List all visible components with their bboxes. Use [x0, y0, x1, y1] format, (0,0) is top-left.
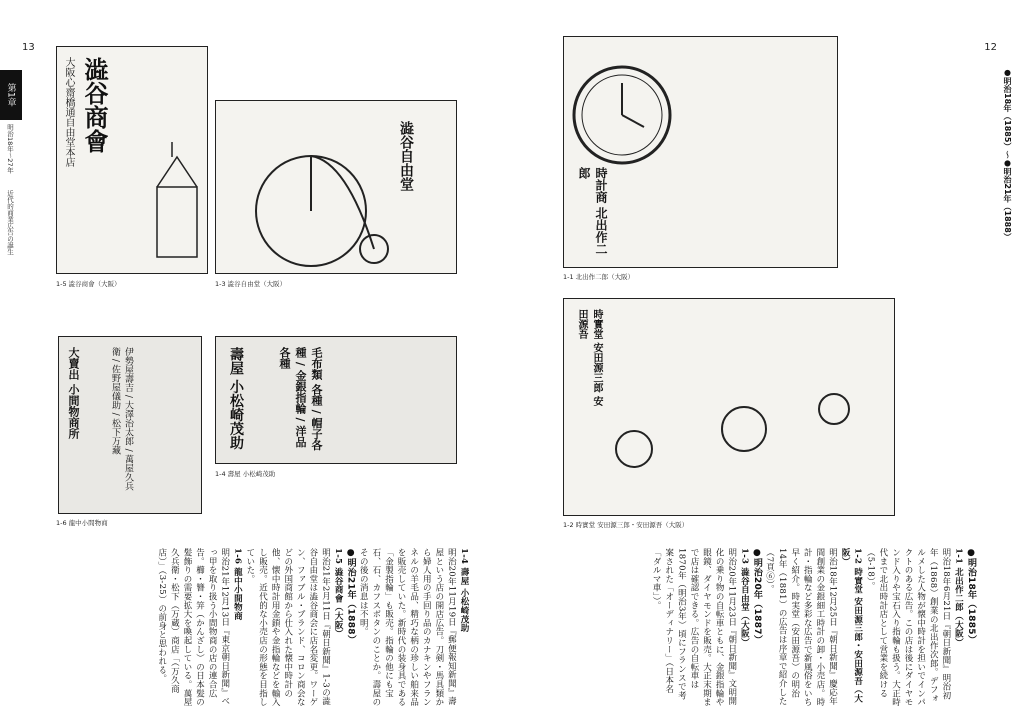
figure-1-1-title: 時計商 北出作二郎	[577, 167, 608, 256]
caption-1-1: 1-1 北出作二郎（大阪）	[563, 273, 635, 281]
caption-1-3: 1-3 澁谷自由堂（大阪）	[215, 280, 287, 288]
chapter-tab: 第1章	[0, 70, 22, 120]
page-number-right: 12	[984, 42, 997, 53]
page-number-left: 13	[22, 42, 35, 53]
figure-1-4-title: 壽屋 小松崎茂助	[228, 347, 244, 450]
caption-1-2: 1-2 時實堂 安田源三郎・安田源吾（大阪）	[563, 521, 689, 529]
figure-1-2-illustration	[564, 299, 894, 515]
entry-1-3-heading: 1-3 澁谷自由堂（大阪）	[739, 548, 750, 647]
figure-1-1	[563, 36, 838, 268]
figure-1-5-subtitle: 大阪心齋橋通自由堂本店	[63, 57, 74, 167]
figure-1-2-title: 時實堂 安田源三郎 安田源吾	[576, 309, 602, 406]
figure-1-2	[563, 298, 895, 516]
figure-1-3-title: 澁谷自由堂	[398, 121, 414, 191]
entry-1-6-body: 明治21年12月13日『東京朝日新聞』べっ甲を取り扱う小間物商の店の連合広告。櫛・簪・笄（かんざし）の日本髪の髪飾りの需要拡大を喚起している。萬屋久兵衛・松下（万蔵）商店「（万久商店）」（3-25）の前身と思われる。	[156, 548, 230, 707]
entry-1-1-heading: 1-1 北出作二郎（大阪）	[953, 548, 964, 647]
figure-1-5	[56, 46, 208, 274]
figure-1-6-title: 大賣出 小間物商所	[67, 347, 80, 439]
entry-1-5-body: 明治21年2月11日『朝日新聞』1-3の澁谷自由堂は澁谷商会に店名変更。ワーゲン、ファブル・ブランド、コロン商会などの外国商館から仕入れた懐中時計の他、懐中時計用金鎖や金指輪などを輸入し販売。近代的な小売店の形態を目指していた。	[244, 548, 331, 707]
era-heading-1885: ●明治18年（1885）	[966, 548, 976, 645]
entry-1-4-body: 明治20年11月19日『郵便報知新聞』壽屋という店の開店広告。刀剣・馬具類から婦人用の手回り品のカナキンやフランネルの羊毛品、精巧な柄の珍しい舶来品を販売していた。新時代の装身具である「金製指輪」も販売。指輪の他にも宝石、石、カフスボタンのことか。壽屋のその後の消息は不明。	[358, 548, 457, 707]
left-body-text	[40, 548, 470, 708]
theme-label: 近代的商業広告の誕生	[6, 190, 14, 255]
entry-1-1-body: 明治18年6月21日『朝日新聞』明治初年（1868）創業の北出作次郎。デフォルメした人物が懐中時計を担いでインパクトのある広告。この店は後にダイヤモンド入りや宝石入り指輪も扱う。大正時代まで北出時計店として営業を続ける（5-18）。	[865, 548, 951, 707]
caption-1-5: 1-5 澁谷商會（大阪）	[56, 280, 121, 288]
entry-1-4-heading: 1-4 壽屋 小松崎茂助	[459, 548, 469, 633]
era-heading-1888: ●明治21年（1888）	[345, 548, 356, 645]
entry-1-5-heading: 1-5 澁谷商會（大阪）	[333, 548, 344, 638]
era-heading-1887: ●明治20年（1887）	[751, 548, 762, 645]
figure-1-5-illustration	[57, 47, 207, 273]
figure-1-3	[215, 100, 457, 274]
figure-1-6-names: 伊勢屋壽吉 / 大澤治太郎 / 萬屋久兵衛 / 佐野屋儀助 / 松下万藏	[110, 347, 133, 491]
caption-1-4: 1-4 壽屋 小松崎茂助	[215, 470, 276, 478]
right-body-text	[565, 548, 977, 708]
era-label-right: ●明治18年（1885）〜●明治21年（1888）	[1003, 68, 1012, 241]
entry-1-3-body: 明治20年11月23日『朝日新聞』文明開化の乗り物の自転車ともに、金銀指輪や眼鏡、ダイヤモンドを販売。大正末期まで店は確認できる。広告の自転車は1870年（明治3年）頃にフランスで考案された「オーディナリー」（日本名「ダルマ車」）。	[651, 548, 737, 707]
entry-1-6-heading: 1-6 龍中小間物商	[232, 548, 243, 621]
figure-1-6	[58, 336, 202, 514]
entry-1-2-body: 明治18年12月25日『朝日新聞』慶応年間創業の金銀細工時計の卸・小売店。時計・指輪など多彩な広告で新風俗をいち早く紹介。時実堂（安田源吾）の明治14年（1881）の広告は序章で紹介した（7頁⑥）。	[764, 548, 838, 707]
caption-1-6: 1-6 龍中小間物商	[56, 519, 108, 527]
era-label-left: 明治18年〜27年	[6, 124, 14, 174]
figure-1-4	[215, 336, 457, 464]
figure-1-5-title: 澁谷商會	[80, 57, 109, 153]
entry-1-2-heading: 1-2 時實堂 安田源三郎・安田源吾（大阪）	[840, 548, 863, 703]
figure-1-3-bicycle	[216, 101, 456, 273]
figure-1-4-items: 毛布類 各種 / 帽子各種 / 金銀指輪 / 洋品各種	[278, 347, 323, 451]
